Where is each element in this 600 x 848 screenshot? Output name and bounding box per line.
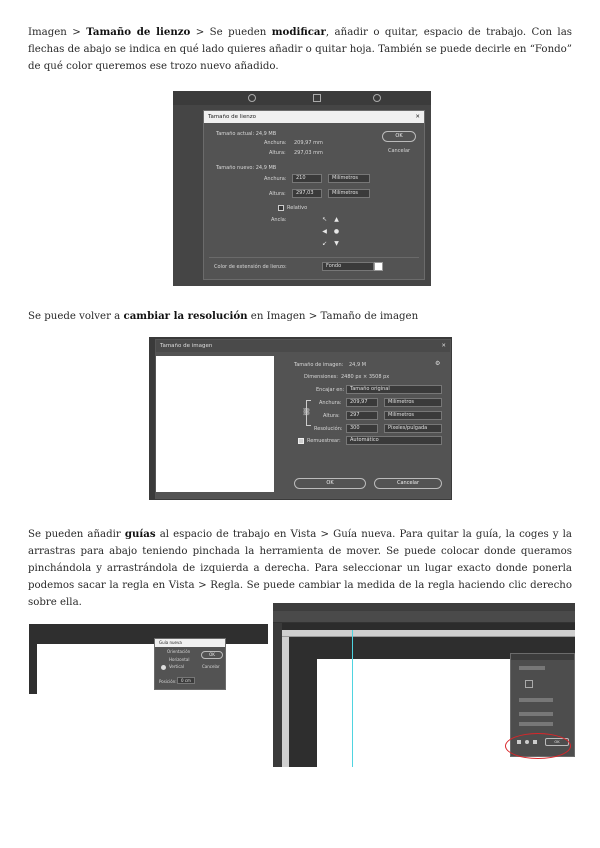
resolution-input[interactable]: 300 xyxy=(346,424,378,433)
anchor-center-icon[interactable]: ● xyxy=(333,228,340,235)
resample-label: Remuestrear: xyxy=(307,438,341,444)
arrow-down-left-icon[interactable]: ↙ xyxy=(321,240,328,247)
image-size-label: Tamaño de imagen: xyxy=(294,362,344,368)
p2-text-1: Se puede volver a xyxy=(28,311,124,322)
highlight-circle xyxy=(505,733,571,759)
app-toolbar xyxy=(173,91,431,105)
width-unit-select[interactable]: Milímetros xyxy=(384,398,442,407)
relative-checkbox[interactable] xyxy=(278,205,284,211)
new-size-label: Tamaño nuevo: 24,9 MB xyxy=(216,165,277,171)
width-input[interactable]: 210 xyxy=(292,174,322,183)
tab-bar xyxy=(273,623,575,630)
arrow-up-left-icon[interactable]: ↖ xyxy=(321,216,328,223)
toolbar-icon xyxy=(373,94,381,102)
arrow-up-icon[interactable]: ▲ xyxy=(334,216,339,223)
screenshot-new-guide xyxy=(29,624,268,694)
p3-text-1: Se pueden añadir xyxy=(28,529,125,540)
height-unit-select[interactable]: Milímetros xyxy=(384,411,442,420)
horizontal-radio[interactable]: Horizontal xyxy=(169,657,190,662)
screenshot-guide-ruler xyxy=(273,603,575,767)
panel-ok-button[interactable]: OK xyxy=(545,738,569,746)
extension-color-select[interactable]: Fondo xyxy=(322,262,374,271)
current-height-value: 297,03 mm xyxy=(294,150,323,156)
cancel-button[interactable]: Cancelar xyxy=(388,148,411,154)
height-unit-select[interactable]: Milímetros xyxy=(328,189,370,198)
ok-button[interactable]: OK xyxy=(382,131,416,142)
canvas-size-dialog xyxy=(203,110,425,280)
app-dark-bar xyxy=(29,624,268,644)
relative-label: Relativo xyxy=(287,205,308,211)
close-icon[interactable]: ✕ xyxy=(441,343,446,349)
position-input[interactable]: 0 cm xyxy=(177,677,195,684)
dialog-title: Tamaño de imagen xyxy=(160,343,213,349)
image-size-dialog xyxy=(155,339,451,499)
dimensions-value: 2480 px × 3508 px xyxy=(341,374,390,380)
p1-bold-modify: modificar xyxy=(271,26,326,38)
color-swatch[interactable] xyxy=(374,262,383,271)
screenshot-canvas-size xyxy=(173,91,431,286)
height-input[interactable]: 297 xyxy=(346,411,378,420)
dialog-title: Guía nueva xyxy=(159,640,182,645)
fit-select[interactable]: Tamaño original xyxy=(346,385,442,394)
resample-checkbox[interactable] xyxy=(298,438,304,444)
height-label: Altura: xyxy=(269,191,286,197)
vertical-ruler[interactable] xyxy=(282,637,289,767)
gear-icon[interactable]: ⚙ xyxy=(435,360,441,367)
dialog-title-bar xyxy=(156,340,450,352)
p1-bold-canvas-size: Tamaño de lienzo xyxy=(86,26,191,38)
width-label: Anchura: xyxy=(319,400,342,406)
chain-link-icon[interactable]: ⛓ xyxy=(302,408,311,416)
current-height-label: Altura: xyxy=(269,150,286,156)
menu-bar xyxy=(273,603,575,611)
panel-title-bar xyxy=(511,654,574,660)
resample-select[interactable]: Automático xyxy=(346,436,442,445)
radio-selected-icon[interactable] xyxy=(161,665,166,670)
screenshot-image-size xyxy=(149,337,452,500)
horizontal-ruler[interactable] xyxy=(282,630,575,637)
p2-text-2: en Imagen > Tamaño de imagen xyxy=(247,311,419,322)
divider xyxy=(209,257,419,258)
image-size-value: 24,9 M xyxy=(349,362,367,368)
panel-field[interactable] xyxy=(519,722,553,726)
p1-text-3: , añadir o quitar, espacio de trabajo. Con las flechas de abajo se indica en qué lado quieres añadir o quitar hoja. También se puede decirle en “Fondo” de qué color queremos ese trozo nuevo añadido. xyxy=(28,27,572,72)
dialog-title-bar xyxy=(204,111,424,123)
width-label: Anchura: xyxy=(264,176,287,182)
arrow-down-icon[interactable]: ▼ xyxy=(334,240,339,247)
current-size-label: Tamaño actual: 24,9 MB xyxy=(216,131,277,137)
canvas-dark-left xyxy=(289,659,317,767)
app-dark-side xyxy=(29,644,37,694)
height-input[interactable]: 297,03 xyxy=(292,189,322,198)
cancel-button[interactable]: Cancelar xyxy=(374,478,442,489)
dimensions-label: Dimensiones: xyxy=(304,374,338,380)
current-width-value: 209,97 mm xyxy=(294,140,323,146)
vertical-guide-line[interactable] xyxy=(352,630,353,767)
panel-field[interactable] xyxy=(519,666,545,670)
options-bar xyxy=(273,611,575,623)
p3-bold-guides: guías xyxy=(124,528,156,540)
p2-bold-resolution: cambiar la resolución xyxy=(123,310,248,322)
resolution-unit-select[interactable]: Píxeles/pulgada xyxy=(384,424,442,433)
p1-text-2: > Se pueden xyxy=(190,27,272,38)
paragraph-resolution xyxy=(28,308,572,325)
height-label: Altura: xyxy=(323,413,340,419)
p3-text-2: al espacio de trabajo en Vista > Guía nueva. Para quitar la guía, la coges y la arrastras para abajo teniendo pinchada la herramienta de mover. Se puede colocar donde queramos pinchándola y arrastrándola de izquierda a derecha. Para seleccionar un lugar exacto donde ponerla podemos sacar la regla en Vista > Regla. Se puede cambiar la medida de la regla haciendo clic derecho sobre ella. xyxy=(28,529,572,608)
p1-text-1: Imagen > xyxy=(28,27,87,38)
panel-field[interactable] xyxy=(519,698,553,702)
new-guide-dialog xyxy=(154,638,226,690)
cancel-button[interactable]: Cancelar xyxy=(202,664,220,669)
panel-field[interactable] xyxy=(519,712,553,716)
tools-panel xyxy=(273,623,282,767)
panel-field[interactable] xyxy=(525,680,533,688)
width-unit-select[interactable]: Milímetros xyxy=(328,174,370,183)
toolbar-icon xyxy=(313,94,321,102)
anchor-grid[interactable] xyxy=(320,215,354,249)
arrow-left-icon[interactable]: ◀ xyxy=(322,228,327,235)
orientation-label: Orientación xyxy=(167,649,191,654)
toolbar-icon xyxy=(248,94,256,102)
dialog-title-bar xyxy=(155,639,225,647)
anchor-label: Ancla: xyxy=(271,217,287,223)
resolution-label: Resolución: xyxy=(314,426,343,432)
width-input[interactable]: 209,97 xyxy=(346,398,378,407)
vertical-radio[interactable]: Vertical xyxy=(169,664,184,669)
dialog-title: Tamaño de lienzo xyxy=(208,114,256,120)
image-preview xyxy=(156,356,274,492)
close-icon[interactable]: ✕ xyxy=(415,114,420,120)
ok-button[interactable]: OK xyxy=(201,651,223,659)
paragraph-canvas-size xyxy=(28,24,572,75)
fit-label: Encajar en: xyxy=(316,387,345,393)
current-width-label: Anchura: xyxy=(264,140,287,146)
position-label: Posición: xyxy=(159,679,177,684)
extension-color-label: Color de extensión de lienzo: xyxy=(214,264,287,270)
paragraph-guides xyxy=(28,526,572,611)
ok-button[interactable]: OK xyxy=(294,478,366,489)
